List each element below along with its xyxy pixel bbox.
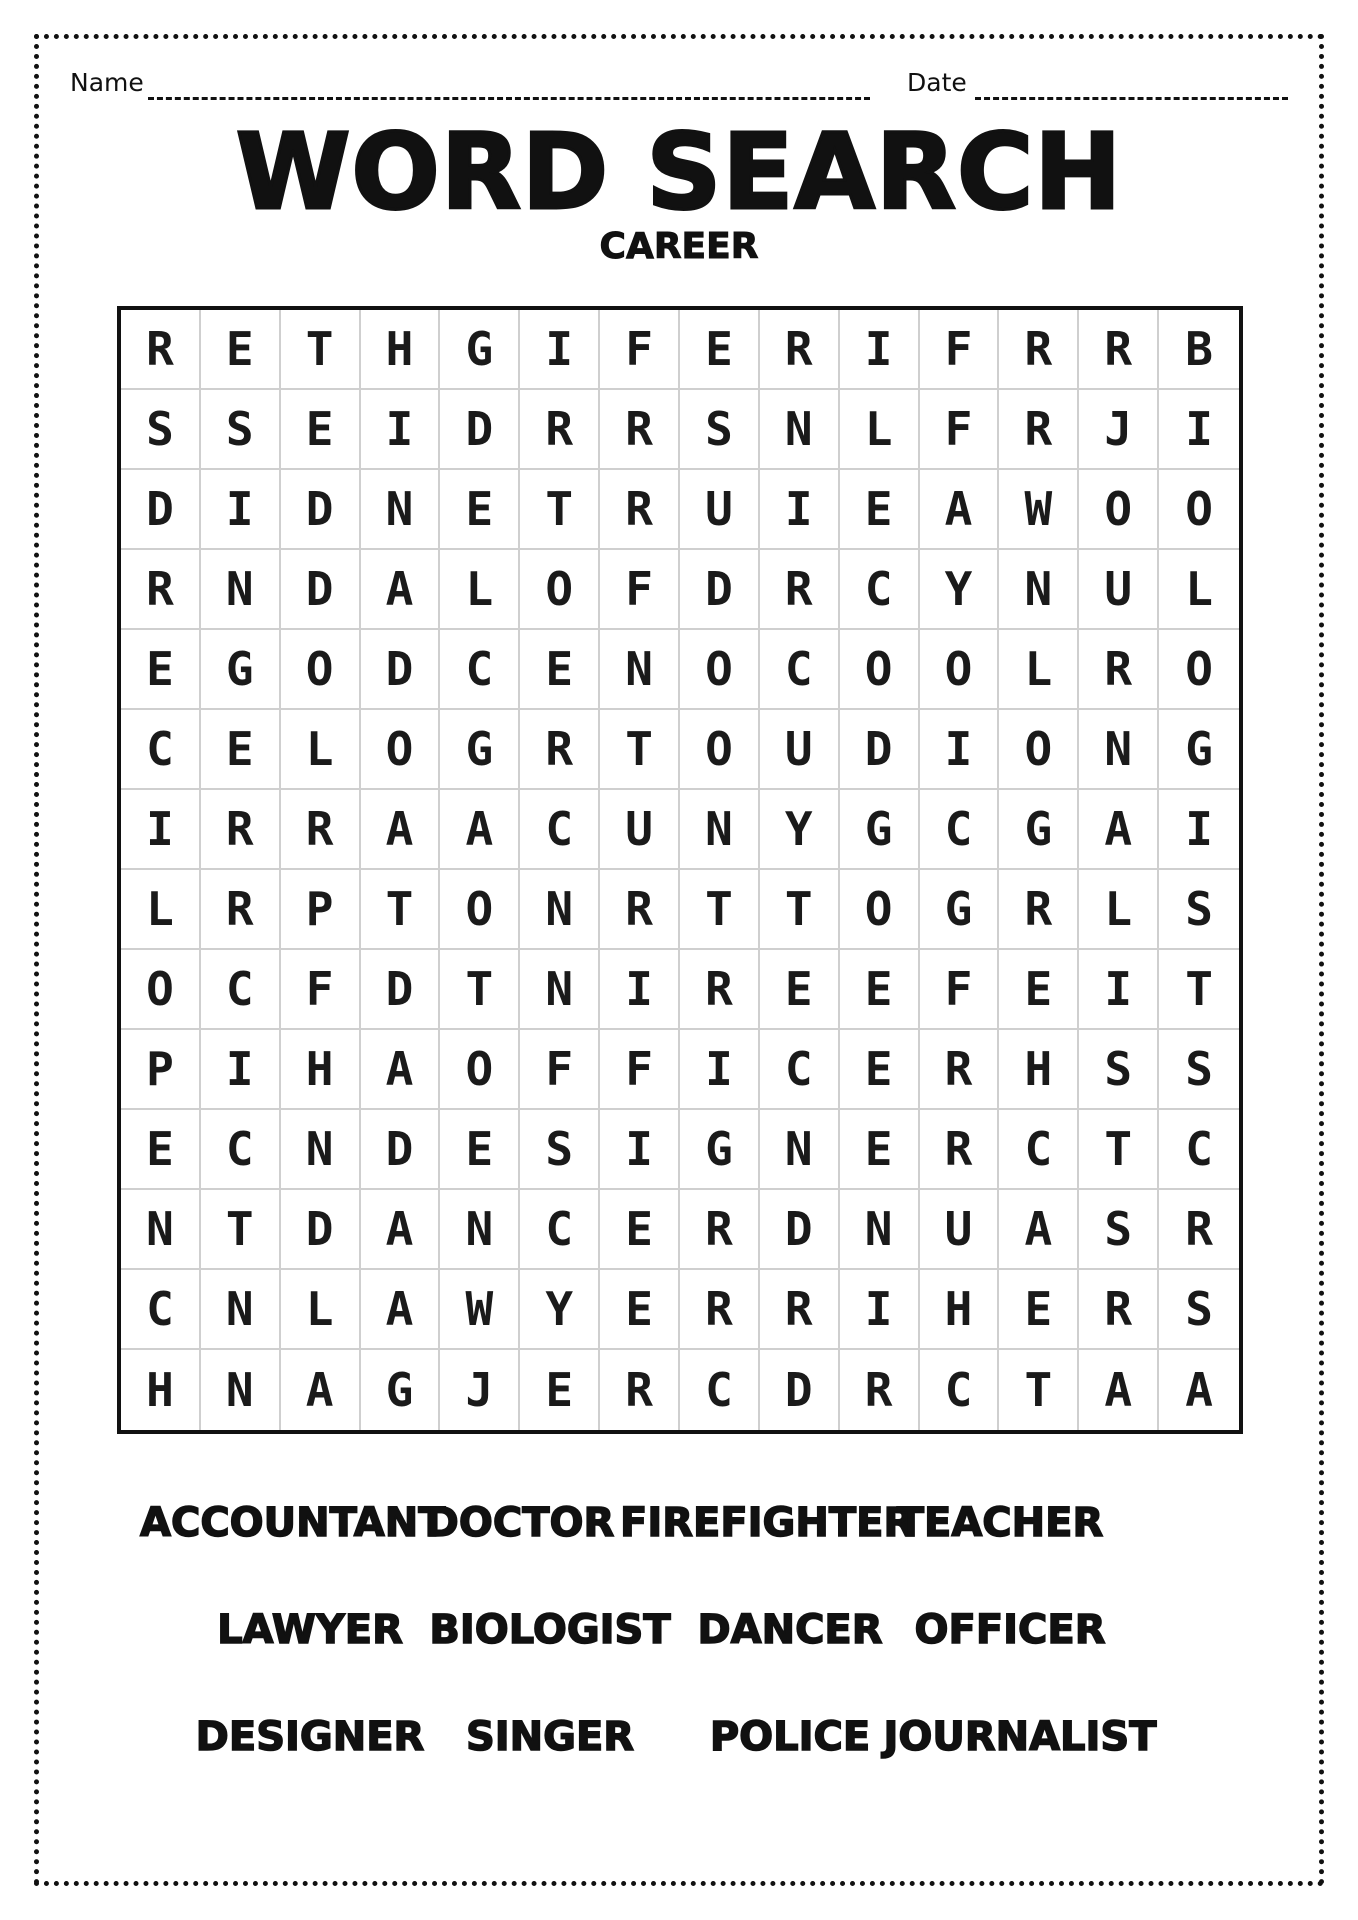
grid-cell[interactable]: S [680, 390, 760, 470]
grid-cell[interactable]: E [840, 470, 920, 550]
grid-cell[interactable]: N [600, 630, 680, 710]
grid-cell[interactable]: S [1159, 870, 1239, 950]
grid-cell[interactable]: F [600, 310, 680, 390]
grid-cell[interactable]: S [201, 390, 281, 470]
grid-cell[interactable]: C [760, 1030, 840, 1110]
grid-cell[interactable]: I [680, 1030, 760, 1110]
grid-cell[interactable]: D [680, 550, 760, 630]
grid-cell[interactable]: N [201, 550, 281, 630]
grid-cell[interactable]: I [920, 710, 1000, 790]
grid-cell[interactable]: A [920, 470, 1000, 550]
grid-cell[interactable]: G [440, 710, 520, 790]
grid-cell[interactable]: T [600, 710, 680, 790]
grid-cell[interactable]: F [920, 390, 1000, 470]
grid-cell[interactable]: R [600, 470, 680, 550]
grid-cell[interactable]: A [440, 790, 520, 870]
grid-cell[interactable]: R [1079, 1270, 1159, 1350]
grid-cell[interactable]: S [1159, 1270, 1239, 1350]
grid-cell[interactable]: F [281, 950, 361, 1030]
grid-cell[interactable]: D [281, 1190, 361, 1270]
grid-cell[interactable]: N [520, 870, 600, 950]
grid-cell[interactable]: E [121, 1110, 201, 1190]
word-list-item: ACCOUNTANT [140, 1500, 446, 1546]
grid-cell[interactable]: C [201, 1110, 281, 1190]
grid-cell[interactable]: T [201, 1190, 281, 1270]
grid-cell[interactable]: O [1079, 470, 1159, 550]
grid-cell[interactable]: A [361, 1270, 441, 1350]
header-row [70, 64, 1288, 104]
grid-cell[interactable]: I [201, 470, 281, 550]
grid-cell[interactable]: H [999, 1030, 1079, 1110]
grid-cell[interactable]: W [999, 470, 1079, 550]
grid-cell[interactable]: R [121, 310, 201, 390]
date-label: Date [907, 68, 967, 97]
grid-cell[interactable]: O [840, 630, 920, 710]
grid-cell[interactable]: F [520, 1030, 600, 1110]
grid-cell[interactable]: S [1079, 1030, 1159, 1110]
grid-cell[interactable]: R [1079, 310, 1159, 390]
grid-cell[interactable]: I [840, 310, 920, 390]
grid-cell[interactable]: O [1159, 470, 1239, 550]
grid-cell[interactable]: C [440, 630, 520, 710]
grid-cell[interactable]: H [920, 1270, 1000, 1350]
grid-cell[interactable]: O [440, 870, 520, 950]
grid-cell[interactable]: D [281, 470, 361, 550]
grid-cell[interactable]: C [760, 630, 840, 710]
grid-cell[interactable]: Y [920, 550, 1000, 630]
grid-cell[interactable]: B [1159, 310, 1239, 390]
grid-cell[interactable]: O [999, 710, 1079, 790]
grid-cell[interactable]: T [999, 1350, 1079, 1430]
grid-cell[interactable]: R [600, 870, 680, 950]
grid-cell[interactable]: E [600, 1190, 680, 1270]
grid-cell[interactable]: A [281, 1350, 361, 1430]
grid-cell[interactable]: N [1079, 710, 1159, 790]
grid-cell[interactable]: L [999, 630, 1079, 710]
word-list-item: OFFICER [914, 1607, 1106, 1653]
grid-cell[interactable]: E [680, 310, 760, 390]
grid-cell[interactable]: E [281, 390, 361, 470]
grid-cell[interactable]: C [121, 1270, 201, 1350]
letter-grid [121, 310, 1239, 1430]
date-input-line[interactable] [975, 97, 1288, 100]
grid-cell[interactable]: O [680, 710, 760, 790]
word-list-item: BIOLOGIST [429, 1607, 671, 1653]
grid-cell[interactable]: A [1079, 1350, 1159, 1430]
grid-cell[interactable]: Y [520, 1270, 600, 1350]
grid-cell[interactable]: O [1159, 630, 1239, 710]
grid-cell[interactable]: I [840, 1270, 920, 1350]
grid-cell[interactable]: E [999, 950, 1079, 1030]
grid-cell[interactable]: G [680, 1110, 760, 1190]
grid-cell[interactable]: C [1159, 1110, 1239, 1190]
word-list-item: LAWYER [217, 1607, 403, 1653]
grid-cell[interactable]: T [1079, 1110, 1159, 1190]
grid-cell[interactable]: S [1079, 1190, 1159, 1270]
grid-cell[interactable]: H [121, 1350, 201, 1430]
grid-cell[interactable]: P [121, 1030, 201, 1110]
grid-cell[interactable]: R [920, 1030, 1000, 1110]
grid-cell[interactable]: E [840, 1030, 920, 1110]
grid-cell[interactable]: G [201, 630, 281, 710]
word-list-item: SINGER [465, 1714, 635, 1760]
grid-cell[interactable]: E [201, 710, 281, 790]
grid-cell[interactable]: E [440, 1110, 520, 1190]
grid-cell[interactable]: O [440, 1030, 520, 1110]
grid-cell[interactable]: G [1159, 710, 1239, 790]
grid-cell[interactable]: N [840, 1190, 920, 1270]
grid-cell[interactable]: R [999, 310, 1079, 390]
grid-cell[interactable]: T [760, 870, 840, 950]
grid-cell[interactable]: R [520, 710, 600, 790]
grid-cell[interactable]: L [1079, 870, 1159, 950]
grid-cell[interactable]: E [840, 950, 920, 1030]
grid-cell[interactable]: C [999, 1110, 1079, 1190]
grid-cell[interactable]: G [840, 790, 920, 870]
grid-cell[interactable]: N [520, 950, 600, 1030]
grid-cell[interactable]: U [600, 790, 680, 870]
grid-cell[interactable]: D [361, 630, 441, 710]
grid-cell[interactable]: R [281, 790, 361, 870]
grid-cell[interactable]: E [520, 630, 600, 710]
grid-cell[interactable]: T [520, 470, 600, 550]
grid-cell[interactable]: I [760, 470, 840, 550]
grid-cell[interactable]: I [600, 1110, 680, 1190]
grid-cell[interactable]: E [440, 470, 520, 550]
grid-cell[interactable]: E [999, 1270, 1079, 1350]
grid-cell[interactable]: I [121, 790, 201, 870]
grid-cell[interactable]: O [361, 710, 441, 790]
grid-cell[interactable]: F [920, 310, 1000, 390]
grid-cell[interactable]: A [1079, 790, 1159, 870]
grid-cell[interactable]: R [520, 390, 600, 470]
grid-cell[interactable]: N [760, 390, 840, 470]
grid-cell[interactable]: O [121, 950, 201, 1030]
grid-cell[interactable]: N [680, 790, 760, 870]
grid-cell[interactable]: E [840, 1110, 920, 1190]
grid-cell[interactable]: O [281, 630, 361, 710]
word-list-item: DANCER [697, 1607, 883, 1653]
grid-cell[interactable]: Y [760, 790, 840, 870]
grid-cell[interactable]: D [281, 550, 361, 630]
grid-cell[interactable]: L [840, 390, 920, 470]
grid-cell[interactable]: R [121, 550, 201, 630]
grid-cell[interactable]: T [680, 870, 760, 950]
grid-cell[interactable]: S [121, 390, 201, 470]
grid-cell[interactable]: G [999, 790, 1079, 870]
word-list-item: JOURNALIST [883, 1714, 1157, 1760]
name-label: Name [70, 68, 144, 97]
grid-cell[interactable]: N [760, 1110, 840, 1190]
grid-cell[interactable]: D [361, 950, 441, 1030]
word-list-item: TEACHER [896, 1500, 1104, 1546]
word-list-item: DOCTOR [425, 1500, 615, 1546]
grid-cell[interactable]: A [361, 550, 441, 630]
grid-cell[interactable]: I [1159, 390, 1239, 470]
grid-cell[interactable]: I [520, 310, 600, 390]
grid-cell[interactable]: J [440, 1350, 520, 1430]
grid-cell[interactable]: C [840, 550, 920, 630]
grid-cell[interactable]: N [440, 1190, 520, 1270]
grid-cell[interactable]: A [361, 1190, 441, 1270]
word-list-item: DESIGNER [195, 1714, 425, 1760]
grid-cell[interactable]: R [760, 310, 840, 390]
grid-cell[interactable]: R [680, 950, 760, 1030]
grid-cell[interactable]: U [1079, 550, 1159, 630]
grid-cell[interactable]: R [600, 390, 680, 470]
grid-cell[interactable]: U [680, 470, 760, 550]
grid-cell[interactable]: N [121, 1190, 201, 1270]
grid-cell[interactable]: R [1079, 630, 1159, 710]
grid-cell[interactable]: R [201, 790, 281, 870]
grid-cell[interactable]: I [600, 950, 680, 1030]
grid-cell[interactable]: L [440, 550, 520, 630]
grid-cell[interactable]: H [361, 310, 441, 390]
grid-cell[interactable]: R [680, 1190, 760, 1270]
grid-cell[interactable]: G [440, 310, 520, 390]
grid-cell[interactable]: O [520, 550, 600, 630]
grid-cell[interactable]: C [680, 1350, 760, 1430]
name-input-line[interactable] [148, 97, 870, 100]
grid-cell[interactable]: O [840, 870, 920, 950]
grid-cell[interactable]: O [920, 630, 1000, 710]
grid-cell[interactable]: F [600, 550, 680, 630]
grid-cell[interactable]: R [840, 1350, 920, 1430]
grid-cell[interactable]: T [440, 950, 520, 1030]
grid-cell[interactable]: L [1159, 550, 1239, 630]
grid-cell[interactable]: E [600, 1270, 680, 1350]
grid-cell[interactable]: N [201, 1270, 281, 1350]
grid-cell[interactable]: N [281, 1110, 361, 1190]
word-list [120, 1500, 1240, 1800]
grid-cell[interactable]: N [361, 470, 441, 550]
word-list-item: POLICE [709, 1714, 871, 1760]
grid-cell[interactable]: N [201, 1350, 281, 1430]
grid-cell[interactable]: G [920, 870, 1000, 950]
grid-cell[interactable]: T [281, 310, 361, 390]
grid-cell[interactable]: N [999, 550, 1079, 630]
grid-cell[interactable]: I [361, 390, 441, 470]
grid-cell[interactable]: P [281, 870, 361, 950]
grid-cell[interactable]: O [680, 630, 760, 710]
grid-cell[interactable]: J [1079, 390, 1159, 470]
grid-cell[interactable]: R [999, 390, 1079, 470]
grid-cell[interactable]: C [520, 1190, 600, 1270]
grid-cell[interactable]: C [920, 790, 1000, 870]
grid-cell[interactable]: R [600, 1350, 680, 1430]
grid-cell[interactable]: R [680, 1270, 760, 1350]
grid-cell[interactable]: E [760, 950, 840, 1030]
grid-cell[interactable]: R [760, 550, 840, 630]
grid-cell[interactable]: R [999, 870, 1079, 950]
grid-cell[interactable]: L [281, 710, 361, 790]
grid-cell[interactable]: D [760, 1350, 840, 1430]
grid-cell[interactable]: A [361, 790, 441, 870]
grid-cell[interactable]: U [920, 1190, 1000, 1270]
grid-cell[interactable]: C [520, 790, 600, 870]
grid-cell[interactable]: R [760, 1270, 840, 1350]
grid-cell[interactable]: I [201, 1030, 281, 1110]
grid-cell[interactable]: E [201, 310, 281, 390]
grid-cell[interactable]: L [121, 870, 201, 950]
grid-cell[interactable]: A [1185, 1363, 1213, 1417]
grid-cell[interactable]: F [920, 950, 1000, 1030]
grid-cell[interactable]: T [361, 870, 441, 950]
grid-cell[interactable]: C [201, 950, 281, 1030]
grid-cell[interactable]: C [920, 1350, 1000, 1430]
grid-cell[interactable]: D [361, 1110, 441, 1190]
page-subtitle: CAREER [599, 226, 759, 267]
grid-cell[interactable]: T [1159, 950, 1239, 1030]
grid-cell[interactable]: E [520, 1350, 600, 1430]
grid-cell[interactable]: R [1159, 1190, 1239, 1270]
grid-cell[interactable]: D [840, 710, 920, 790]
grid-cell[interactable]: D [440, 390, 520, 470]
grid-cell[interactable]: W [440, 1270, 520, 1350]
word-list-item: FIREFIGHTER [620, 1500, 915, 1546]
grid-cell[interactable]: S [1159, 1030, 1239, 1110]
page-title: WORD SEARCH [235, 111, 1123, 233]
grid-cell[interactable]: D [121, 470, 201, 550]
grid-cell[interactable]: I [1079, 950, 1159, 1030]
grid-cell[interactable]: G [361, 1350, 441, 1430]
grid-cell[interactable]: U [760, 710, 840, 790]
grid-cell[interactable]: R [920, 1110, 1000, 1190]
grid-cell[interactable]: I [1159, 790, 1239, 870]
grid-cell[interactable]: R [201, 870, 281, 950]
grid-cell[interactable]: S [520, 1110, 600, 1190]
grid-cell[interactable]: E [121, 630, 201, 710]
grid-cell[interactable]: A [999, 1190, 1079, 1270]
grid-cell[interactable]: F [600, 1030, 680, 1110]
grid-cell[interactable]: C [121, 710, 201, 790]
word-search-grid [117, 306, 1243, 1434]
grid-cell[interactable]: D [760, 1190, 840, 1270]
grid-cell[interactable]: H [281, 1030, 361, 1110]
grid-cell[interactable]: L [281, 1270, 361, 1350]
grid-cell[interactable]: A [361, 1030, 441, 1110]
